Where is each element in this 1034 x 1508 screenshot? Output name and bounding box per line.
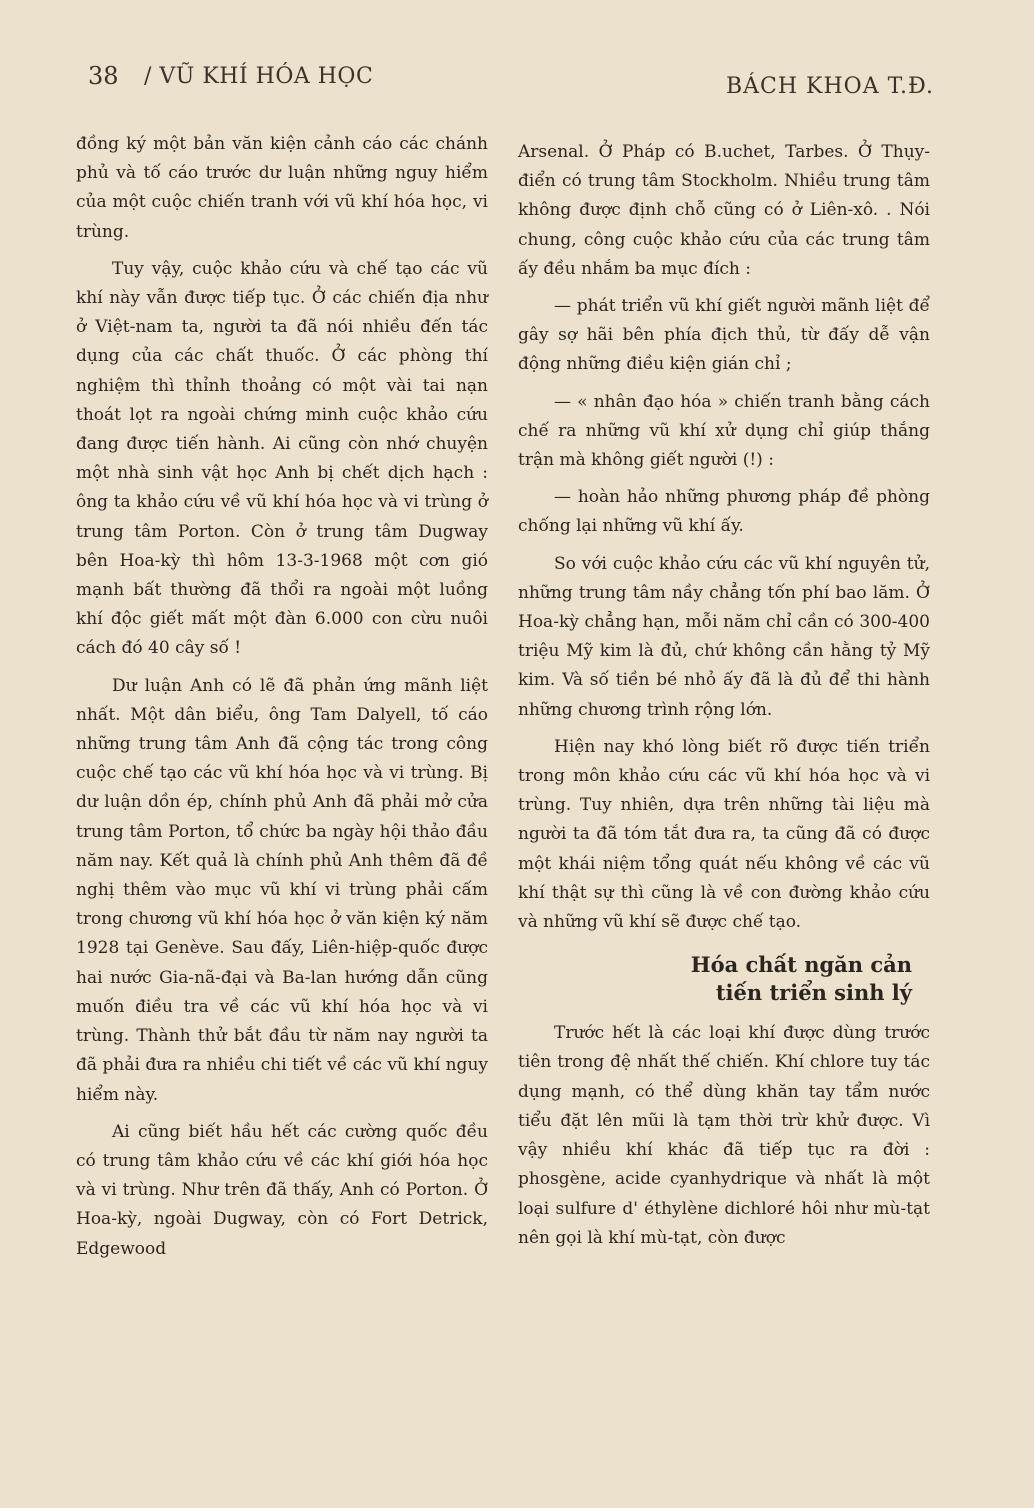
paragraph: Trước hết là các loại khí được dùng trước tiên trong đệ nhất thế chiến. Khí chlore tuy tác dụng mạnh, có thể dùng khăn tay tẩm nước tiểu đặt lên mũi là tạm thời trừ khử được. Vì vậy nhiều khí khác đã tiếp tục ra đời : phosgène, acide cyanhydrique và nhất là một loại sulfure d' éthylène dichloré hôi như mù-tạt nên gọi là khí mù-tạt, còn được	[518, 1023, 930, 1248]
page-number: 38	[88, 62, 119, 90]
right-column	[518, 138, 930, 1261]
paragraph: Tuy vậy, cuộc khảo cứu và chế tạo các vũ khí này vẫn được tiếp tục. Ở các chiến địa như ở Việt-nam ta, người ta đã nói nhiều đến tác dụng của các chất thuốc. Ở các phòng thí nghiệm thì thỉnh thoảng có một vài tai nạn thoát lọt ra ngoài chứng minh cuộc khảo cứu đang được tiến hành. Ai cũng còn nhớ chuyện một nhà sinh vật học Anh bị chết dịch hạch : ông ta khảo cứu về vũ khí hóa học và vi trùng ở trung tâm Porton. Còn ở trung tâm Dugway bên Hoa-kỳ thì hôm 13-3-1968 một cơn gió mạnh bất thường đã thổi ra ngoài một luồng khí độc giết mất một đàn 6.000 con cừu nuôi cách đó 40 cây số !	[76, 258, 488, 659]
section-heading-line: tiến triển sinh lý	[715, 980, 912, 1006]
paragraph: — phát triển vũ khí giết người mãnh liệt để gây sợ hãi bên phía địch thủ, từ đấy dễ vận động những điều kiện gián chỉ ;	[518, 296, 930, 375]
page-header	[88, 62, 940, 102]
left-column	[76, 130, 488, 1272]
paragraph: Dư luận Anh có lẽ đã phản ứng mãnh liệt nhất. Một dân biểu, ông Tam Dalyell, tố cáo những trung tâm Anh đã cộng tác trong công cuộc chế tạo các vũ khí hóa học và vi trùng. Bị dư luận dồn ép, chính phủ Anh đã phải mở cửa trung tâm Porton, tổ chức ba ngày hội thảo đầu năm nay. Kết quả là chính phủ Anh thêm đã đề nghị thêm vào mục vũ khí vi trùng phải cấm trong chương vũ khí hóa học ở văn kiện ký năm 1928 tại Genève. Sau đấy, Liên-hiệp-quốc được hai nước Gia-nã-đại và Ba-lan hướng dẫn cũng muốn điều tra về các vũ khí hóa học và vi trùng. Thành thử bắt đầu từ năm nay người ta đã phải đưa ra nhiều chi tiết về các vũ khí nguy hiểm này.	[76, 675, 488, 1105]
section-heading	[518, 951, 930, 1007]
paragraph: đồng ký một bản văn kiện cảnh cáo các chánh phủ và tố cáo trước dư luận những nguy hiểm của một cuộc chiến tranh với vũ khí hóa học, vi trùng.	[76, 134, 488, 242]
journal-name: BÁCH KHOA T.Đ.	[725, 74, 934, 99]
paragraph: Ai cũng biết hầu hết các cường quốc đều có trung tâm khảo cứu về các khí giới hóa học và vi trùng. Như trên đã thấy, Anh có Porton. Ở Hoa-kỳ, ngoài Dugway, còn có Fort Detrick, Edgewood	[76, 1121, 488, 1259]
paragraph: Arsenal. Ở Pháp có B.uchet, Tarbes. Ở Thụy-điển có trung tâm Stockholm. Nhiều trung tâm không được định chỗ cũng có ở Liên-xô. . Nói chung, công cuộc khảo cứu của các trung tâm ấy đều nhắm ba mục đích :	[518, 142, 930, 279]
paragraph: — hoàn hảo những phương pháp đề phòng chống lại những vũ khí ấy.	[518, 487, 930, 537]
section-heading-line: Hóa chất ngăn cản	[690, 952, 912, 978]
paragraph: — « nhân đạo hóa » chiến tranh bằng cách chế ra những vũ khí xử dụng chỉ giúp thắng trận mà không giết người (!) :	[518, 391, 930, 471]
running-title: / VŨ KHÍ HÓA HỌC	[144, 64, 374, 89]
paragraph: So với cuộc khảo cứu các vũ khí nguyên tử, những trung tâm nầy chẳng tốn phí bao lăm. Ở Hoa-kỳ chẳng hạn, mỗi năm chỉ cần có 300-400 triệu Mỹ kim là đủ, chứ không cần hằng tỷ Mỹ kim. Và số tiền bé nhỏ ấy đã là đủ để thi hành những chương trình rộng lớn.	[518, 553, 930, 720]
paragraph: Hiện nay khó lòng biết rõ được tiến triển trong môn khảo cứu các vũ khí hóa học và vi trùng. Tuy nhiên, dựa trên những tài liệu mà người ta đã tóm tắt đưa ra, ta cũng đã có được một khái niệm tổng quát nếu không về các vũ khí thật sự thì cũng là về con đường khảo cứu và những vũ khí sẽ được chế tạo.	[518, 736, 930, 933]
